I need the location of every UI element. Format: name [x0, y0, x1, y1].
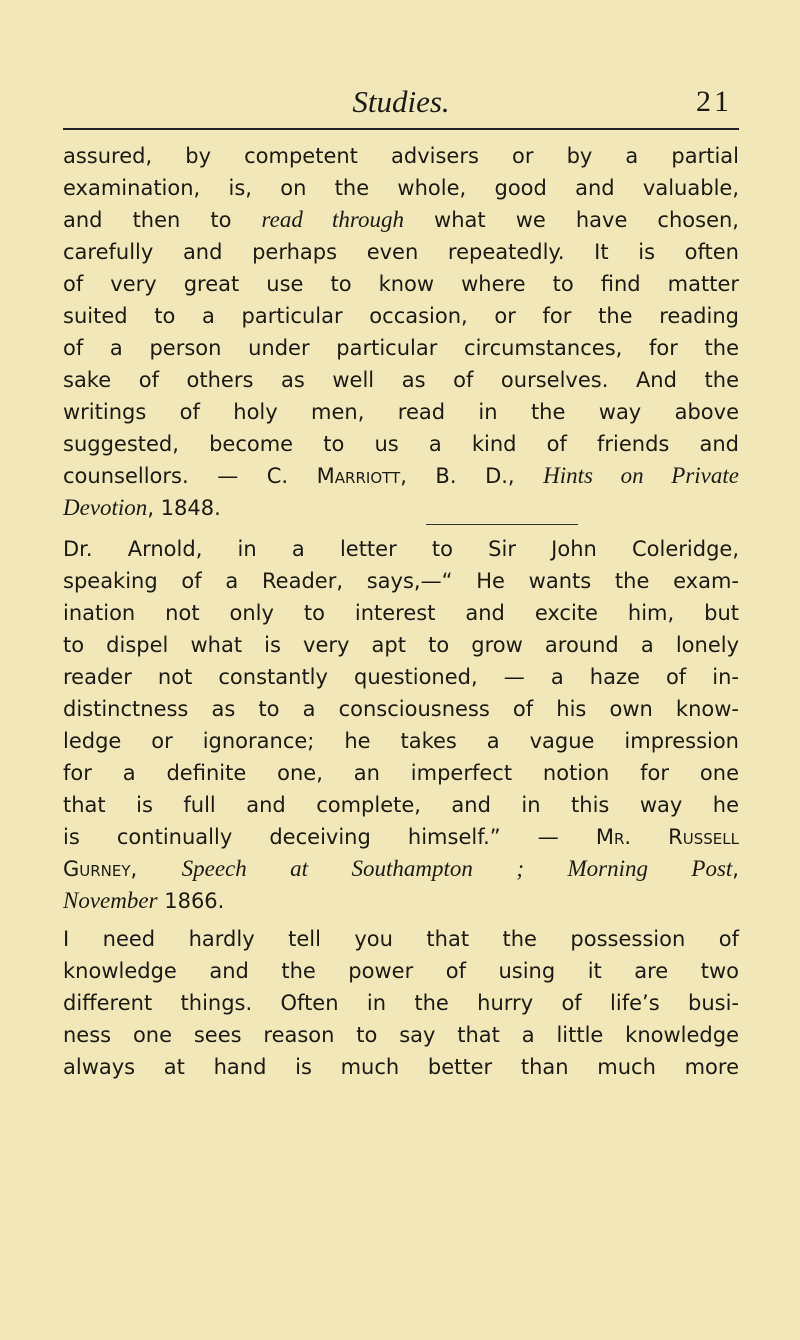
page-number: 21 [696, 85, 732, 118]
text-line: of a person under particular circumstances, for the [63, 336, 739, 360]
text-line: of very great use to know where to find matter [63, 272, 739, 296]
text-line: examination, is, on the whole, good and valuable, [63, 176, 739, 200]
text-line: that is full and complete, and in this way he [63, 793, 739, 817]
work-title: November [63, 888, 158, 913]
section-separator-rule [426, 524, 578, 525]
text-line: suited to a particular occasion, or for the reading [63, 304, 739, 328]
text-line: Dr. Arnold, in a letter to Sir John Coleridge, [63, 537, 739, 561]
author-name: Gurney [63, 857, 131, 881]
running-title: Studies. [352, 84, 450, 119]
text-line: I need hardly tell you that the possession of [63, 927, 739, 951]
attribution-line: counsellors. — C. Marriott, B. D., Hints on Private [63, 463, 739, 488]
text-line: writings of holy men, read in the way above [63, 400, 739, 424]
text-line: speaking of a Reader, says,—“ He wants the exam- [63, 569, 739, 593]
body-text [63, 140, 739, 1083]
text-line: ness one sees reason to say that a little knowledge [63, 1023, 739, 1047]
emphasis: read through [261, 207, 404, 232]
text-line: suggested, become to us a kind of friends and [63, 432, 739, 456]
text-line: assured, by competent advisers or by a partial [63, 144, 739, 168]
text-line: ledge or ignorance; he takes a vague impression [63, 729, 739, 753]
text-line: for a definite one, an imperfect notion for one [63, 761, 739, 785]
text-line: sake of others as well as of ourselves. And the [63, 368, 739, 392]
attribution-line: Gurney, Speech at Southampton ; Morning Post, [63, 856, 739, 881]
text-line: carefully and perhaps even repeatedly. It is often [63, 240, 739, 264]
text-line: always at hand is much better than much more [63, 1055, 739, 1079]
work-title: Speech at Southampton ; Morning Post [181, 856, 733, 881]
text-line: reader not constantly questioned, — a haze of in- [63, 665, 739, 689]
text-line: distinctness as to a consciousness of his own know- [63, 697, 739, 721]
quotation-gurney [63, 533, 739, 917]
attribution-line: Devotion, 1848. [63, 495, 221, 520]
author-name: Marriott [316, 464, 401, 488]
text-line: and then to read through what we have chosen, [63, 207, 739, 232]
work-title: Devotion [63, 495, 148, 520]
text-line: is continually deceiving himself.” — Mr. Russell [63, 825, 739, 849]
quotation-paragraph [63, 923, 739, 1083]
text-line: to dispel what is very apt to grow around a lonely [63, 633, 739, 657]
quotation-marriott [63, 140, 739, 524]
text-line: different things. Often in the hurry of life’s busi- [63, 991, 739, 1015]
page-header [62, 82, 740, 126]
author-name: Mr. Russell [595, 825, 739, 849]
text-line: knowledge and the power of using it are two [63, 959, 739, 983]
attribution-line: November 1866. [63, 888, 225, 913]
header-rule [63, 128, 739, 130]
text-line: ination not only to interest and excite him, but [63, 601, 739, 625]
work-title: Hints on Private [543, 463, 739, 488]
